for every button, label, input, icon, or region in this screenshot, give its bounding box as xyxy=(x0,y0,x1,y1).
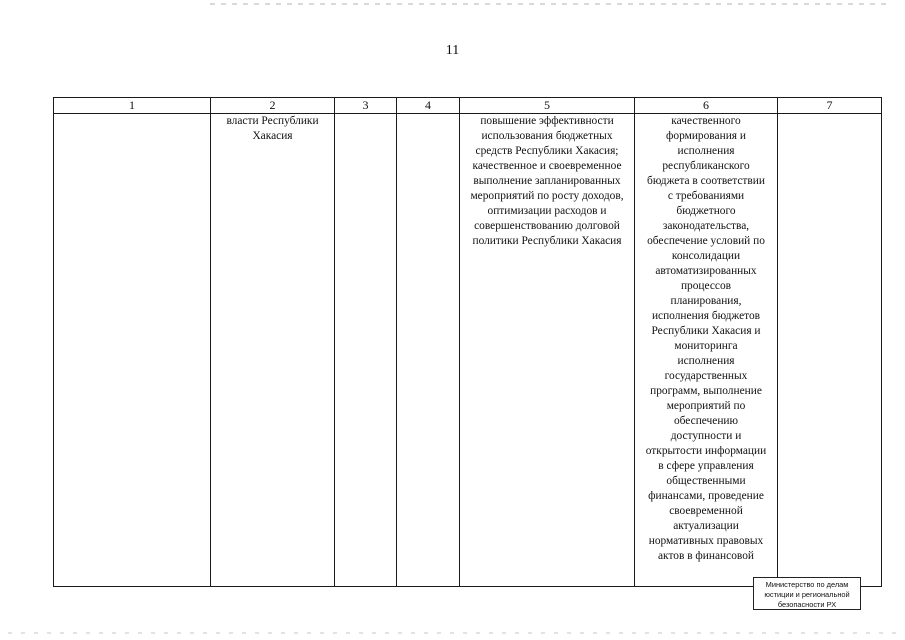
stamp-line-3: безопасности РХ xyxy=(777,600,837,609)
page-number: 11 xyxy=(445,43,460,58)
cell-col-6: качественного формирования и исполнения республиканского бюджета в соответствии с требованиями бюджетного законодательства, обеспечение условий по консолидации автоматизированных процессов планирования, исполнения бюджетов Республики Хакасия и мониторинга исполнения государственных программ, выполнение мероприятий по обеспечению доступности и открытости информации в сфере управления общественными финансами, проведение своевременной актуализации нормативных правовых актов в финансовой xyxy=(635,114,778,587)
table-header-row xyxy=(54,98,882,114)
header-col-4: 4 xyxy=(397,98,460,114)
cell-col-1 xyxy=(54,114,211,587)
scan-artifact-top xyxy=(210,3,890,5)
stamp-line-1: Министерство по делам xyxy=(765,580,849,589)
header-col-6: 6 xyxy=(635,98,778,114)
cell-col-7 xyxy=(778,114,882,587)
ministry-stamp xyxy=(753,577,861,610)
header-col-1: 1 xyxy=(54,98,211,114)
scan-artifact-bottom xyxy=(8,632,898,634)
header-col-3: 3 xyxy=(335,98,397,114)
stamp-line-2: юстиции и региональной xyxy=(764,590,850,599)
header-col-2: 2 xyxy=(211,98,335,114)
cell-col-5: повышение эффективности использования бюджетных средств Республики Хакасия; качественное и своевременное выполнение запланированных мероприятий по росту доходов, оптимизации расходов и совершенствованию долговой политики Республики Хакасия xyxy=(460,114,635,587)
cell-col-4 xyxy=(397,114,460,587)
cell-col-3 xyxy=(335,114,397,587)
document-table xyxy=(53,97,882,587)
header-col-5: 5 xyxy=(460,98,635,114)
cell-col-2: власти Республики Хакасия xyxy=(211,114,335,587)
header-col-7: 7 xyxy=(778,98,882,114)
table-row xyxy=(54,114,882,587)
